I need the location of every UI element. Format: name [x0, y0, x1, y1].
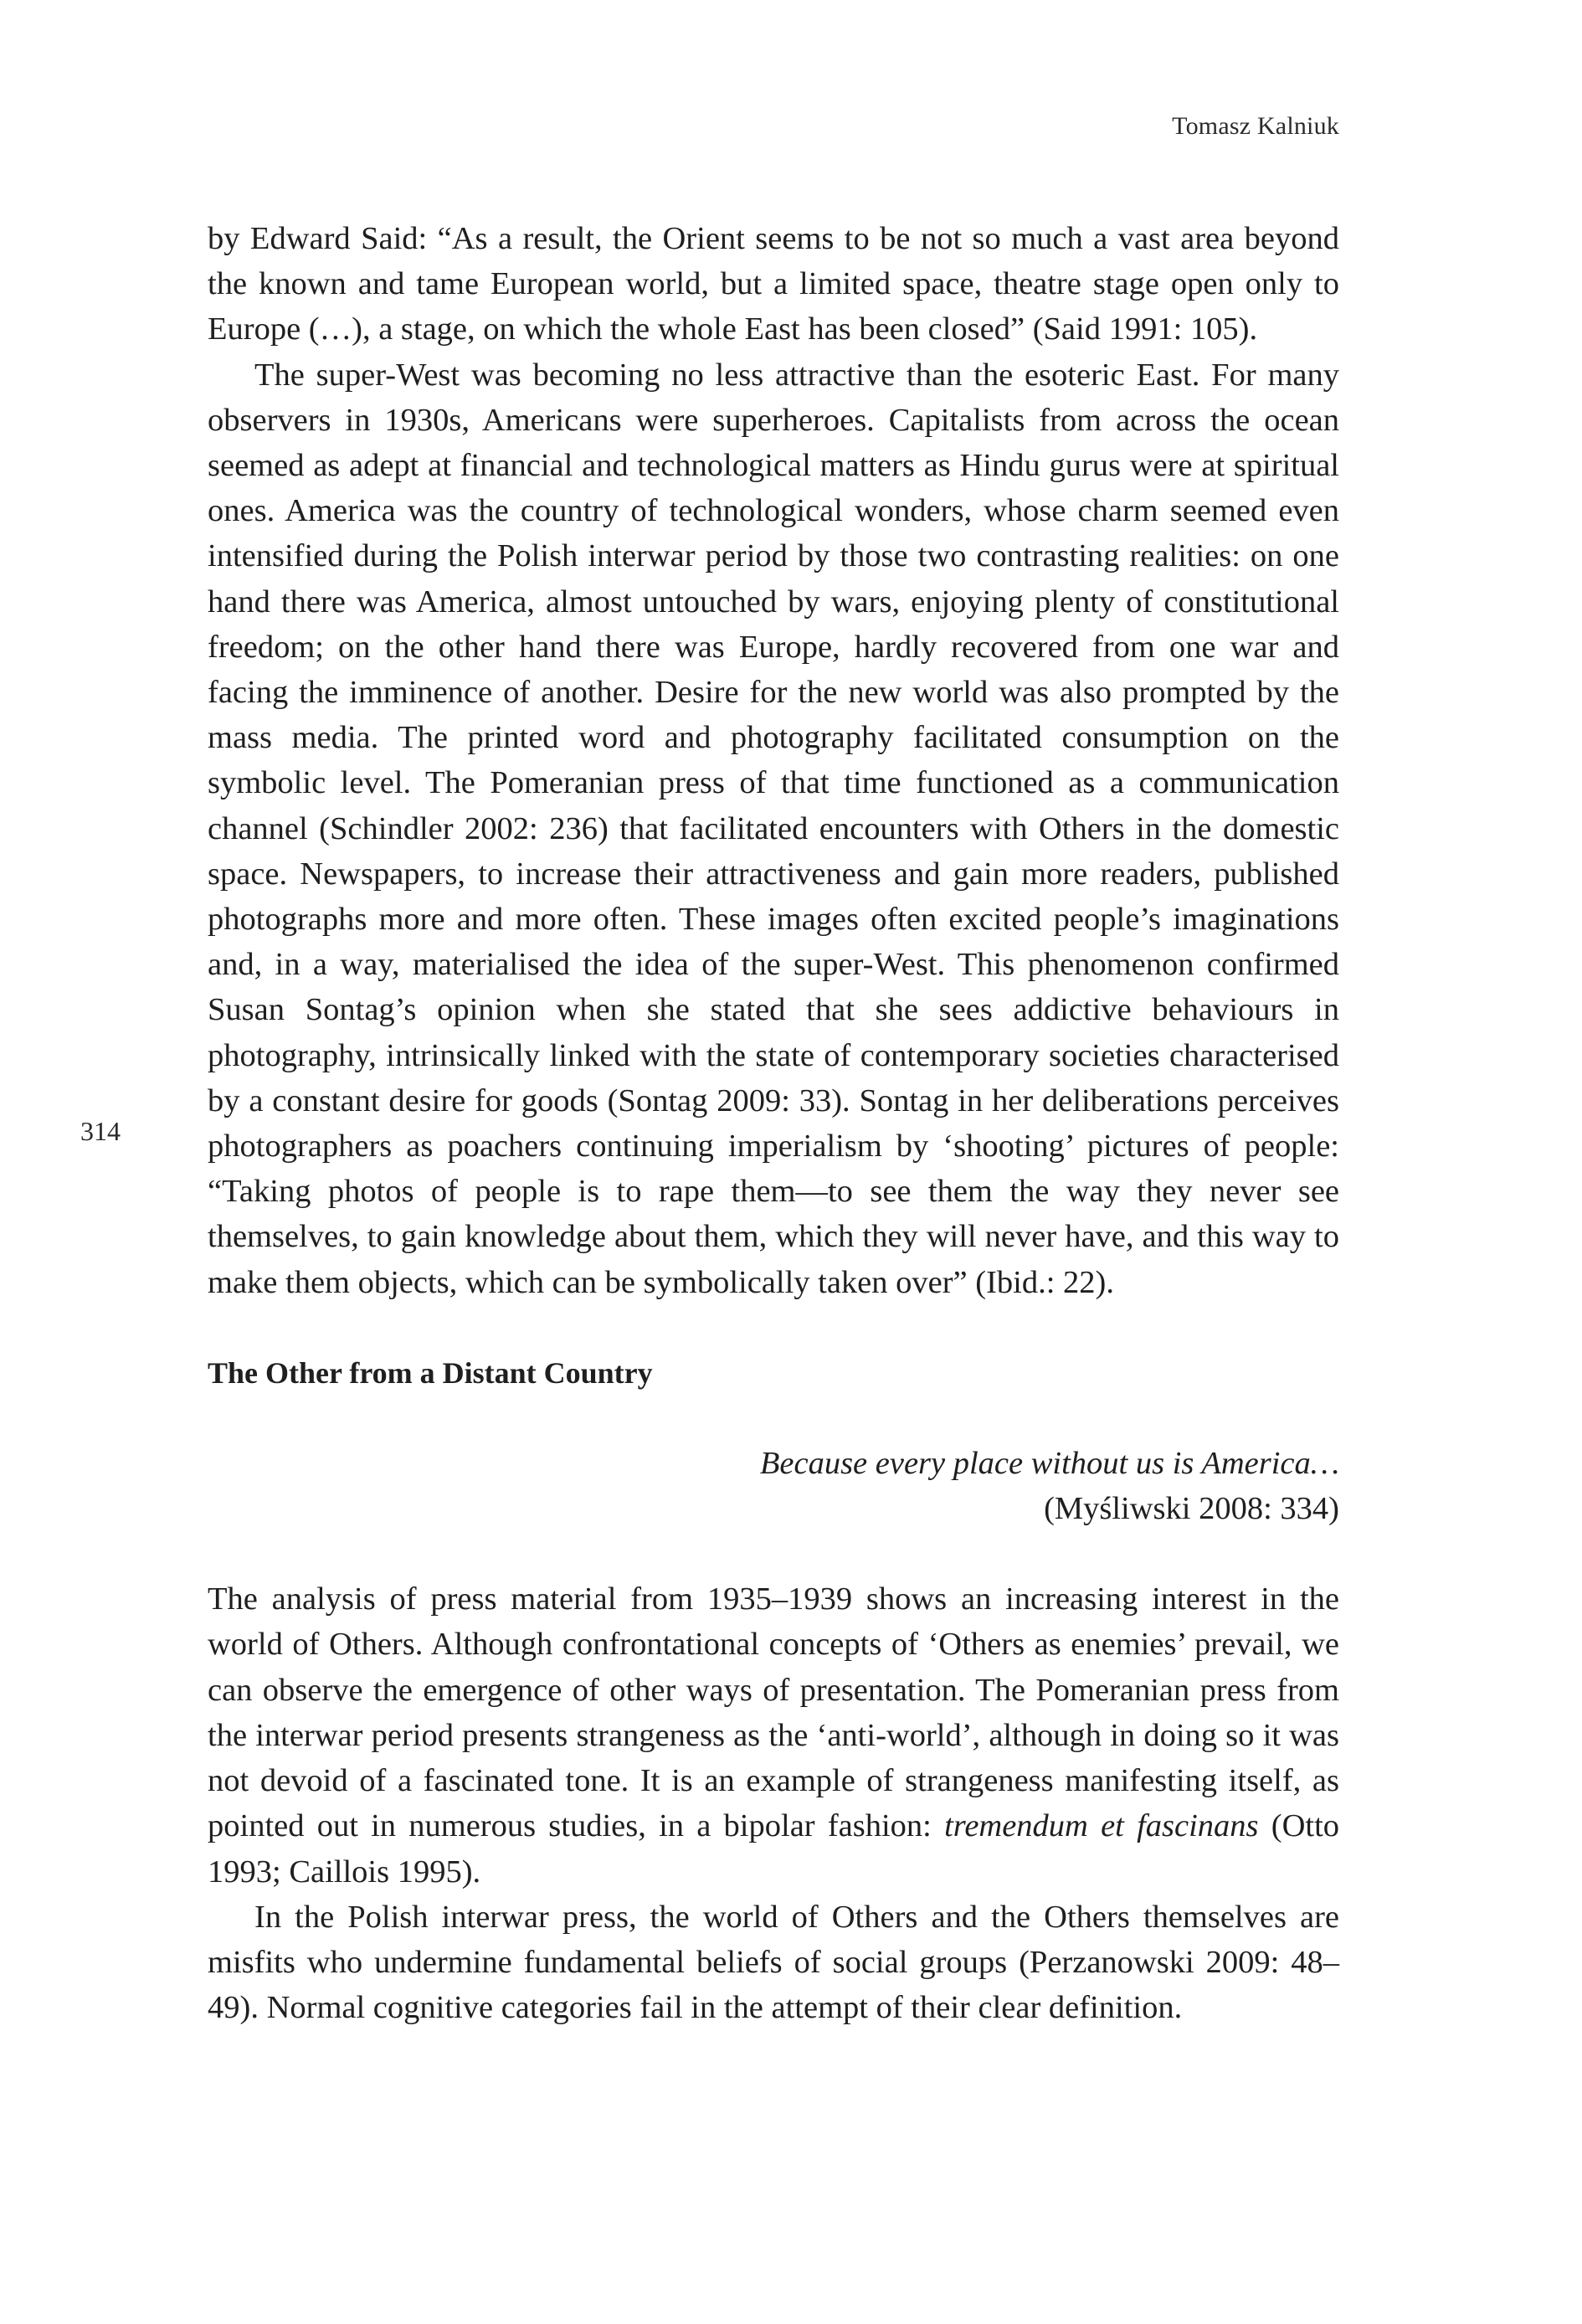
epigraph-citation: (Myśliwski 2008: 334) [1044, 1491, 1339, 1527]
latin-phrase: tremendum et fascinans [944, 1808, 1259, 1844]
paragraph-said-quote: by Edward Said: “As a result, the Orient seems to be not so much a vast area beyond the known and tame European world, but a limited space, theatre stage open only to Europe (…), a stage, on which the whole East has been closed” (Said 1991: 105). [208, 221, 1339, 347]
epigraph [208, 1441, 1339, 1531]
running-header-author: Tomasz Kalniuk [1172, 112, 1339, 140]
paragraph-super-west: The super-West was becoming no less attractive than the esoteric East. For many observers in 1930s, Americans were superheroes. Capitalists from across the ocean seemed as adept at financial and technological matters as Hindu gurus were at spiritual ones. America was the country of technological wonders, whose charm seemed even intensified during the Polish interwar period by those two contrasting realities: on one hand there was America, almost untouched by wars, enjoying plenty of constitutional freedom; on the other hand there was Europe, hardly recovered from one war and facing the imminence of another. Desire for the new world was also prompted by the mass media. The printed word and photography facilitated consumption on the symbolic level. The Pomeranian press of that time functioned as a communication channel (Schindler 2002: 236) that facilitated encounters with Others in the domestic space. Newspapers, to increase their attractiveness and gain more readers, published photographs more and more often. These images often excited people’s imaginations and, in a way, materialised the idea of the super-West. This phenomenon confirmed Susan Sontag’s opinion when she stated that she sees addictive behaviours in photography, intrinsically linked with the state of contemporary societies characterised by a constant desire for goods (Sontag 2009: 33). Sontag in her deliberations perceives photographers as poachers continuing imperialism by ‘shooting’ pictures of people: “Taking photos of people is to rape them—to see them the way they never see themselves, to gain knowledge about them, which they will never have, and this way to make them objects, which can be symbolically taken over” (Ibid.: 22). [208, 357, 1339, 1300]
paragraph-text: The analysis of press material from 1935–1939 shows an increasing interest in the world of Others. Although confrontational concepts of ‘Others as enemies’ prevail, we can observe the emergence of other ways of presentation. The Pomeranian press from the interwar period presents strangeness as the ‘anti-world’, although in doing so it was not devoid of a fascinated tone. It is an example of strangeness manifesting itself, as pointed out in numerous studies, in a bipolar fashion: [208, 1581, 1339, 1844]
page-number: 314 [80, 1116, 121, 1146]
body-text [208, 216, 1339, 2030]
epigraph-quote: Because every place without us is America… [759, 1445, 1339, 1481]
spacer [208, 1531, 1339, 1576]
paragraph-press-analysis [208, 1576, 1339, 1894]
paragraph-text: (Otto 1993; Caillois 1995). [208, 1808, 1340, 1890]
section-heading: The Other from a Distant Country [208, 1355, 653, 1390]
paragraph-polish-press: In the Polish interwar press, the world of Others and the Others themselves are misfits who undermine fundamental beliefs of social groups (Perzanowski 2009: 48–49). Normal cognitive categories fail in the attempt of their clear definition. [208, 1899, 1339, 2026]
